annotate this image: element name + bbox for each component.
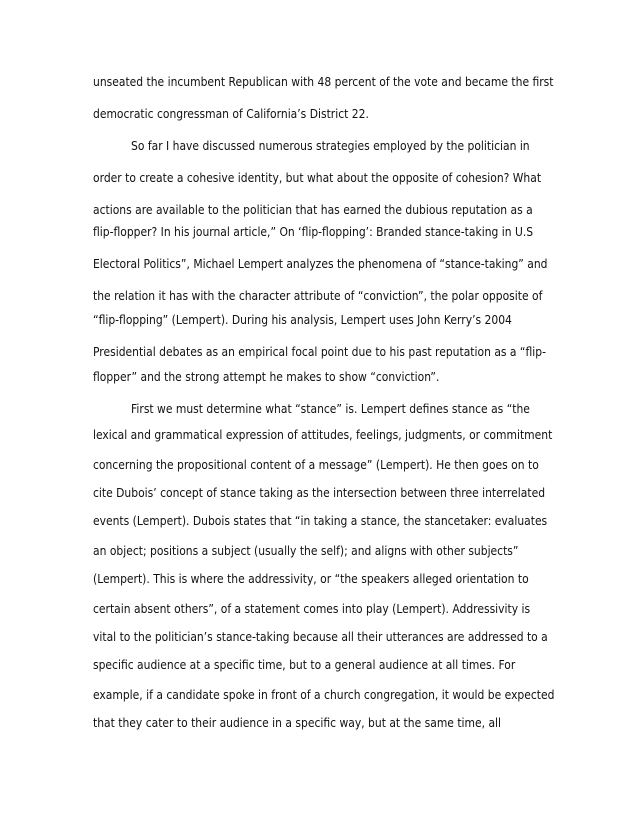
text-line: cite Dubois’ concept of stance taking as the intersection between three interrelated xyxy=(93,485,546,500)
text-line: Presidential debates as an empirical focal point due to his past reputation as a “flip- xyxy=(93,344,546,359)
text-line: vital to the politician’s stance-taking because all their utterances are addressed to a xyxy=(93,629,548,644)
text-line: democratic congressman of California’s District 22. xyxy=(93,106,369,121)
text-line: unseated the incumbent Republican with 48 percent of the vote and became the first xyxy=(93,74,554,89)
text-line: events (Lempert). Dubois states that “in taking a stance, the stancetaker: evaluates xyxy=(93,513,548,528)
text-line: actions are available to the politician that has earned the dubious reputation as a xyxy=(93,202,533,217)
text-line: concerning the propositional content of a message” (Lempert). He then goes on to xyxy=(93,457,539,472)
text-line: the relation it has with the character attribute of “conviction”, the polar opposite of xyxy=(93,288,543,303)
text-line: order to create a cohesive identity, but what about the opposite of cohesion? What xyxy=(93,170,542,185)
text-line: flopper” and the strong attempt he makes to show “conviction”. xyxy=(93,369,440,384)
text-line: certain absent others”, of a statement comes into play (Lempert). Addressivity is xyxy=(93,601,531,616)
text-line: flip-flopper? In his journal article,” On ‘flip-flopping’: Branded stance-taking in U.S xyxy=(93,224,534,239)
text-line: (Lempert). This is where the addressivity, or “the speakers alleged orientation to xyxy=(93,571,529,586)
text-line: lexical and grammatical expression of attitudes, feelings, judgments, or commitment xyxy=(93,427,553,442)
text-line: an object; positions a subject (usually the self); and aligns with other subjects” xyxy=(93,543,519,558)
text-line: Electoral Politics”, Michael Lempert analyzes the phenomena of “stance-taking” and xyxy=(93,256,548,271)
text-line: specific audience at a specific time, but to a general audience at all times. For xyxy=(93,657,516,672)
text-line: “flip-flopping” (Lempert). During his analysis, Lempert uses John Kerry’s 2004 xyxy=(93,312,512,327)
paragraph-first-line: First we must determine what “stance” is. Lempert defines stance as “the xyxy=(131,401,530,416)
text-line: example, if a candidate spoke in front of a church congregation, it would be expected xyxy=(93,687,555,702)
text-line: that they cater to their audience in a specific way, but at the same time, all xyxy=(93,715,502,730)
paragraph-first-line: So far I have discussed numerous strategies employed by the politician in xyxy=(131,138,530,153)
